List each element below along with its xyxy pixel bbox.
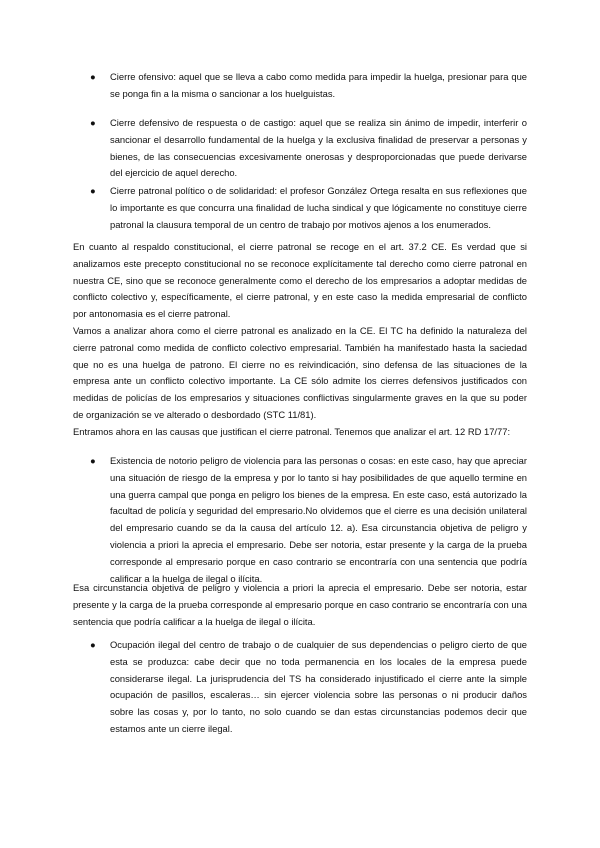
bullet-item-cierre-ofensivo [0, 69, 600, 103]
bullet-item-cierre-defensivo [0, 115, 600, 182]
bullet-dot-icon: ● [90, 117, 96, 128]
bullet-text: Existencia de notorio peligro de violencia para las personas o cosas: en este caso, hay que apreciar una situación de riesgo de la empresa y por lo tanto si hay posibilidades de que aquello termine en una guerra campal que ponga en peligro los bienes de la empresa. En este caso, está autorizado la facultad de policía y seguridad del empresario.No olvidemos que el cierre es una decisión unilateral del empresario cuando se da la causa del artículo 12. a). Esa circunstancia objetiva de peligro y violencia a priori la aprecia el empresario. Debe ser notoria, estar presente y la carga de la prueba corresponde al empresario porque en caso contrario se encontraría con una sentencia que podría calificar a la huelga de ilegal o ilícita. [110, 455, 527, 584]
bullet-dot-icon: ● [90, 639, 96, 650]
bullet-dot-icon: ● [90, 71, 96, 82]
paragraph-analisis-ce [0, 323, 600, 424]
bullet-text: Cierre defensivo de respuesta o de castigo: aquel que se realiza sin ánimo de impedir, interferir o sancionar el desarrollo fundamental de la huelga y la exclusiva finalidad de preservar a personas y bienes, de las consecuencias excesivamente onerosas y desproporcionadas que puede derivarse del ejercicio de aquel derecho. [110, 117, 527, 179]
bullet-dot-icon: ● [90, 185, 96, 196]
bullet-item-peligro-violencia [0, 453, 600, 587]
paragraph-text: Entramos ahora en las causas que justifican el cierre patronal. Tenemos que analizar el art. 12 RD 17/77: [73, 426, 511, 437]
paragraph-text: Esa circunstancia objetiva de peligro y violencia a priori la aprecia el empresario. Debe ser notoria, estar presente y la carga de la prueba corresponde al empresario porque en caso contrario se encontraría con una sentencia que podría calificar a la huelga de ilegal o ilícita. [73, 582, 527, 627]
bullet-text: Cierre ofensivo: aquel que se lleva a cabo como medida para impedir la huelga, presionar para que se ponga fin a la misma o sancionar a los huelguistas. [110, 71, 527, 99]
bullet-text: Ocupación ilegal del centro de trabajo o de cualquier de sus dependencias o peligro cierto de que esta se produzca: cabe decir que no toda permanencia en los locales de la empresa puede considerarse ilegal. La jurisprudencia del TS ha considerado injustificado el cierre ante la simple ocupación de pasillos, escaleras… sin ejercer violencia sobre las personas o ni producir daños sobre las cosas y, por lo tanto, no solo cuando se dan estas circunstancias podemos decir que estamos ante un cierre ilegal. [110, 639, 527, 734]
paragraph-text: Vamos a analizar ahora como el cierre patronal es analizado en la CE. El TC ha definido la naturaleza del cierre patronal como medida de conflicto colectivo empresarial. También ha manifestado hasta la saciedad que no es una huelga de patrono. El cierre no es reivindicación, sino defensa de las situaciones de la empresa ante un conflicto colectivo importante. La CE sólo admite los cierres defensivos justificados con medidas de policías de los empresarios y situaciones conflictivas singularmente graves en la que su poder de organización se ve alterado o desbordado (STC 11/81). [73, 325, 527, 420]
paragraph-causas [0, 424, 600, 441]
bullet-dot-icon: ● [90, 455, 96, 466]
bullet-item-cierre-politico [0, 183, 600, 233]
bullet-text: Cierre patronal político o de solidaridad: el profesor González Ortega resalta en sus reflexiones que lo importante es que concurra una finalidad de lucha sindical y que lógicamente no constituye cierre patronal la clausura temporal de un centro de trabajo por motivos ajenos a los enumerados. [110, 185, 527, 230]
paragraph-respaldo-constitucional [0, 239, 600, 323]
paragraph-text: En cuanto al respaldo constitucional, el cierre patronal se recoge en el art. 37.2 CE. Es verdad que si analizamos este precepto constitucional no se reconoce explícitamente tal derecho como cierre patronal en nuestra CE, sino que se reconoce generalmente como el derecho de los empresarios a adoptar medidas de conflicto colectivo y, específicamente, el cierre patronal, y en este caso la medida empresarial de conflicto por antonomasia es el cierre patronal. [73, 241, 527, 320]
paragraph-circunstancia [0, 580, 600, 630]
bullet-item-ocupacion-ilegal [0, 637, 600, 738]
